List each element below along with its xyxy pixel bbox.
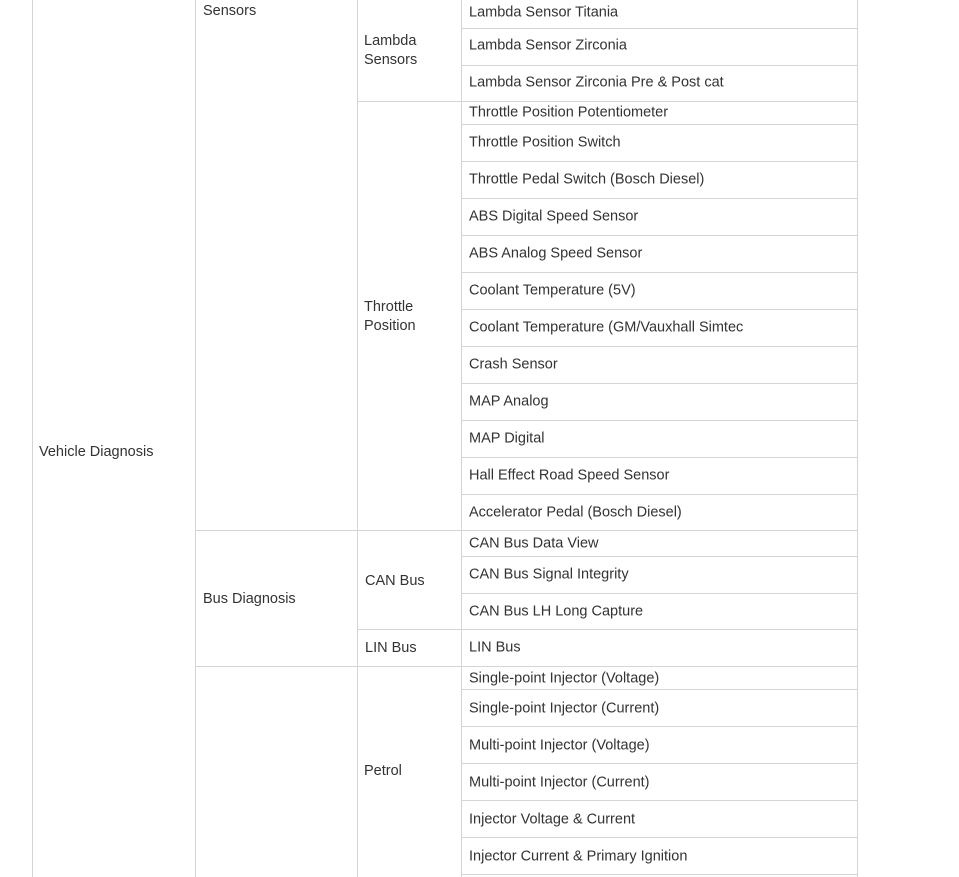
group-separator — [195, 666, 858, 667]
item-cell: ABS Digital Speed Sensor — [469, 208, 639, 225]
row-separator — [461, 272, 858, 273]
item-cell: CAN Bus Signal Integrity — [469, 566, 629, 583]
column-divider-item — [461, 0, 462, 877]
item-cell: Lambda Sensor Titania — [469, 4, 619, 21]
row-separator — [461, 198, 858, 199]
row-separator — [461, 124, 858, 125]
subgroup-cell-throttle-position: Throttle Position — [364, 299, 416, 334]
subgroup-cell-lambda-sensors: Lambda Sensors — [364, 33, 418, 68]
item-cell: Hall Effect Road Speed Sensor — [469, 467, 670, 484]
subgroup-cell-petrol: Petrol — [364, 763, 402, 779]
row-separator — [461, 235, 858, 236]
subgroup-separator — [357, 101, 858, 102]
item-cell: Accelerator Pedal (Bosch Diesel) — [469, 504, 682, 521]
column-divider-subgroup — [357, 0, 358, 877]
item-cell: Multi-point Injector (Current) — [469, 774, 650, 791]
item-cell: Crash Sensor — [469, 356, 558, 373]
row-separator — [461, 494, 858, 495]
row-separator — [461, 837, 858, 838]
row-separator — [461, 383, 858, 384]
subgroup-separator — [357, 629, 858, 630]
item-cell: Single-point Injector (Current) — [469, 700, 660, 717]
item-cell: MAP Analog — [469, 393, 549, 410]
subgroup-cell-can-bus: CAN Bus — [365, 573, 425, 589]
item-cell: Coolant Temperature (GM/Vauxhall Simtec — [469, 319, 744, 336]
row-separator — [461, 65, 858, 66]
row-separator — [461, 28, 858, 29]
category-cell: Vehicle Diagnosis — [39, 444, 154, 460]
item-cell: Throttle Position Switch — [469, 134, 621, 151]
item-cell: Injector Current & Primary Ignition — [469, 848, 688, 865]
row-separator — [461, 309, 858, 310]
row-separator — [461, 593, 858, 594]
item-cell: Throttle Position Potentiometer — [469, 104, 669, 121]
row-separator — [461, 874, 858, 875]
item-cell: LIN Bus — [469, 639, 521, 656]
item-cell: Coolant Temperature (5V) — [469, 282, 636, 299]
item-cell: CAN Bus LH Long Capture — [469, 603, 644, 620]
row-separator — [461, 420, 858, 421]
subgroup-cell-lin-bus: LIN Bus — [365, 640, 417, 656]
item-cell: Multi-point Injector (Voltage) — [469, 737, 650, 754]
item-cell: Lambda Sensor Zirconia Pre & Post cat — [469, 74, 724, 91]
row-separator — [461, 726, 858, 727]
group-cell-sensors: Sensors — [203, 3, 257, 19]
row-separator — [461, 763, 858, 764]
column-divider-group — [195, 0, 196, 877]
row-separator — [461, 457, 858, 458]
item-cell: Injector Voltage & Current — [469, 811, 636, 828]
table-right-border — [857, 0, 858, 877]
item-cell: CAN Bus Data View — [469, 535, 599, 552]
row-separator — [461, 689, 858, 690]
table-left-border — [32, 0, 33, 877]
row-separator — [461, 800, 858, 801]
row-separator — [461, 161, 858, 162]
item-cell: Throttle Pedal Switch (Bosch Diesel) — [469, 171, 705, 188]
item-cell: Lambda Sensor Zirconia — [469, 37, 627, 54]
item-cell: Single-point Injector (Voltage) — [469, 670, 660, 687]
row-separator — [461, 556, 858, 557]
item-cell: ABS Analog Speed Sensor — [469, 245, 643, 262]
row-separator — [461, 346, 858, 347]
group-cell-bus-diagnosis: Bus Diagnosis — [203, 591, 296, 607]
group-separator — [195, 530, 858, 531]
item-cell: MAP Digital — [469, 430, 545, 447]
